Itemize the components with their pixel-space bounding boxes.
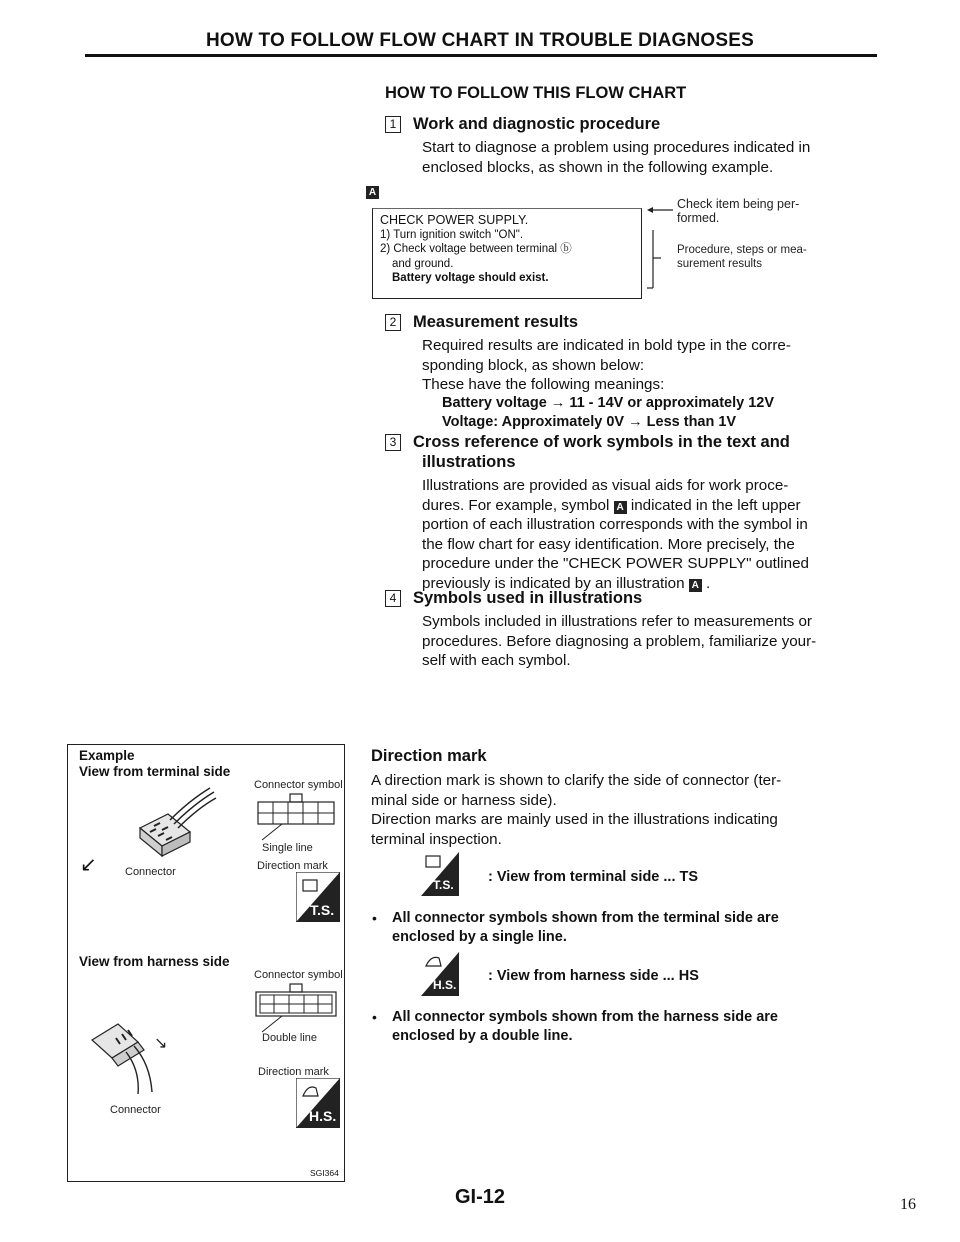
text-line: portion of each illustration corresponds with the symbol in bbox=[422, 516, 808, 533]
section-3-title-cont: illustrations bbox=[422, 453, 516, 471]
figure-example-label: Example bbox=[79, 748, 135, 763]
main-heading: HOW TO FOLLOW THIS FLOW CHART bbox=[385, 84, 687, 102]
hs-mark-text bbox=[421, 952, 459, 996]
hs-text-small: H.S. bbox=[433, 978, 457, 992]
text-line: procedures. Before diagnosing a problem, familiarize your- bbox=[422, 632, 817, 650]
direction-mark-label-1: Direction mark bbox=[257, 860, 328, 872]
section-2-body bbox=[422, 336, 791, 395]
section-3-number: 3 bbox=[385, 434, 401, 451]
symbol-a-inline: A bbox=[689, 579, 702, 592]
section-1-number: 1 bbox=[385, 116, 401, 133]
text-part: . bbox=[706, 574, 711, 592]
figure-harness-side-label: View from harness side bbox=[79, 954, 230, 969]
example-line: 1) Turn ignition switch "ON". bbox=[380, 228, 524, 241]
section-1-title: Work and diagnostic procedure bbox=[413, 115, 661, 133]
page-number: 16 bbox=[900, 1196, 916, 1213]
text-line: Direction marks are mainly used in the illustrations indicating bbox=[371, 811, 778, 828]
text-line: terminal inspection. bbox=[371, 830, 502, 848]
bullet-dot: • bbox=[372, 910, 377, 926]
hs-description: : View from harness side ... HS bbox=[488, 968, 699, 984]
svg-text:↘: ↘ bbox=[154, 1035, 168, 1052]
side-line: Procedure, steps or mea- bbox=[677, 244, 807, 256]
direction-mark-body bbox=[371, 771, 781, 849]
section-2-heading bbox=[385, 312, 578, 332]
section-4-number: 4 bbox=[385, 590, 401, 607]
ts-text-small: T.S. bbox=[433, 878, 454, 892]
text-line: enclosed by a double line. bbox=[392, 1028, 573, 1044]
section-3-heading bbox=[385, 432, 790, 452]
section-4-heading bbox=[385, 588, 642, 608]
section-2-examples bbox=[442, 394, 774, 432]
text-line: A direction mark is shown to clarify the side of connector (ter- bbox=[371, 772, 782, 789]
side-note-procedure bbox=[677, 243, 807, 271]
section-4-title: Symbols used in illustrations bbox=[413, 589, 643, 607]
section-1-body bbox=[422, 138, 810, 177]
arrow-head bbox=[647, 207, 653, 213]
text-line: the flow chart for easy identification. More precisely, the bbox=[422, 535, 795, 553]
connector-label-1: Connector bbox=[125, 866, 176, 878]
ts-mark-figure bbox=[296, 872, 340, 922]
symbol-a-inline: A bbox=[614, 501, 627, 514]
ts-bullet-text bbox=[392, 909, 779, 947]
text-line: Symbols included in illustrations refer to measurements or bbox=[422, 613, 812, 630]
section-3-title: Cross reference of work symbols in the text and bbox=[413, 433, 790, 451]
text-line: minal side or harness side). bbox=[371, 791, 557, 809]
text-line: sponding block, as shown below: bbox=[422, 356, 645, 374]
section-2-title: Measurement results bbox=[413, 313, 579, 331]
example-line: 2) Check voltage between terminal ⓑ bbox=[380, 243, 572, 255]
text-part: dures. For example, symbol bbox=[422, 496, 610, 514]
hs-bullet-text bbox=[392, 1008, 778, 1046]
text-line: Illustrations are provided as visual aids for work proce- bbox=[422, 477, 789, 494]
page-code: GI-12 bbox=[454, 1186, 506, 1208]
text-line: enclosed blocks, as shown in the following example. bbox=[422, 158, 774, 176]
side-line: surement results bbox=[677, 258, 763, 270]
text-line: All connector symbols shown from the terminal side are bbox=[392, 910, 779, 926]
connector-harness-drawing bbox=[82, 1000, 192, 1100]
hs-mark-figure bbox=[296, 1078, 340, 1128]
ts-text-figure: T.S. bbox=[310, 902, 335, 918]
example-meaning: Battery voltage → 11 - 14V or approximately 12V bbox=[442, 395, 775, 411]
example-meaning: Voltage: Approximately 0V → Less than 1V bbox=[442, 414, 737, 430]
connector-symbol-label-2: Connector symbol bbox=[254, 969, 343, 981]
example-line-result: Battery voltage should exist. bbox=[392, 272, 549, 284]
symbol-a-marker: A bbox=[366, 186, 379, 199]
side-note-check bbox=[677, 197, 799, 225]
text-line: These have the following meanings: bbox=[422, 376, 665, 393]
ts-description: : View from terminal side ... TS bbox=[488, 869, 699, 885]
example-line: and ground. bbox=[392, 257, 454, 270]
direction-mark-heading: Direction mark bbox=[371, 747, 487, 765]
figure-terminal-side-label: View from terminal side bbox=[79, 764, 231, 779]
text-part: indicated in the left upper bbox=[630, 496, 801, 514]
section-1-heading bbox=[385, 114, 660, 134]
example-lines bbox=[380, 213, 572, 286]
side-line: Check item being per- bbox=[677, 197, 800, 211]
text-part: previously is indicated by an illustration bbox=[422, 574, 685, 592]
title-rule bbox=[85, 54, 877, 57]
page-title: HOW TO FOLLOW FLOW CHART IN TROUBLE DIAGNOSES bbox=[206, 30, 754, 51]
connector-pointer-arrow: ↙ bbox=[80, 854, 97, 876]
single-line-label: Single line bbox=[262, 842, 313, 854]
hs-text-figure: H.S. bbox=[309, 1108, 337, 1124]
text-line: procedure under the "CHECK POWER SUPPLY" outlined bbox=[422, 555, 809, 572]
figure-code: SGI364 bbox=[310, 1168, 339, 1178]
text-line: Start to diagnose a problem using procedures indicated in bbox=[422, 139, 811, 156]
section-3-body bbox=[422, 476, 809, 593]
text-line: self with each symbol. bbox=[422, 652, 571, 669]
section-2-number: 2 bbox=[385, 314, 401, 331]
text-line bbox=[422, 496, 809, 516]
ts-mark-text bbox=[421, 852, 459, 896]
example-line: CHECK POWER SUPPLY. bbox=[380, 213, 529, 227]
side-line: formed. bbox=[677, 211, 720, 225]
bullet-dot: • bbox=[372, 1009, 377, 1025]
text-line: enclosed by a single line. bbox=[392, 929, 567, 945]
connector-terminal-drawing bbox=[110, 780, 220, 860]
connector-symbol-label-1: Connector symbol bbox=[254, 779, 343, 791]
double-line-label: Double line bbox=[262, 1032, 318, 1044]
section-4-body bbox=[422, 612, 816, 671]
text-line: Required results are indicated in bold type in the corre- bbox=[422, 337, 791, 354]
text-line: All connector symbols shown from the harness side are bbox=[392, 1009, 778, 1025]
connector-label-2: Connector bbox=[110, 1104, 161, 1116]
direction-mark-label-2: Direction mark bbox=[258, 1066, 329, 1078]
